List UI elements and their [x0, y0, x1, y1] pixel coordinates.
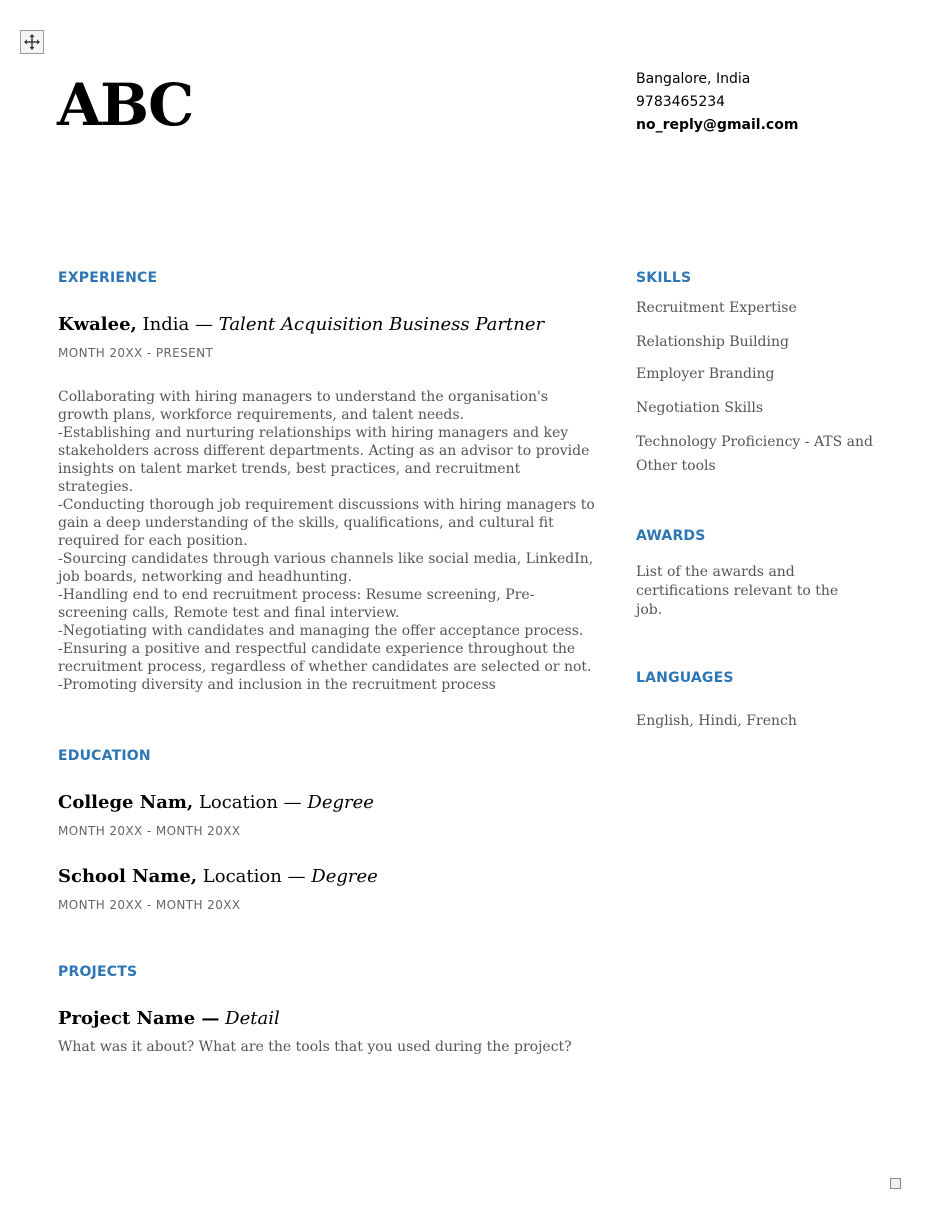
skill-item: Recruitment Expertise [636, 300, 797, 316]
education-heading: EDUCATION [58, 748, 151, 764]
project-name: Project Name — [58, 1008, 220, 1029]
experience-place: India — [142, 314, 213, 335]
experience-line: -Sourcing candidates through various channels like social media, LinkedIn, job boards, networking and headhunting. [58, 551, 594, 585]
education-degree: Degree [307, 792, 374, 813]
project-entry-title [58, 1008, 280, 1029]
education-location: Location — [198, 792, 302, 813]
experience-description [58, 388, 598, 694]
projects-heading: PROJECTS [58, 964, 138, 980]
awards-heading: AWARDS [636, 528, 706, 544]
education-school: School Name, [58, 866, 198, 887]
languages-heading: LANGUAGES [636, 670, 734, 686]
project-description: What was it about? What are the tools that you used during the project? [58, 1039, 572, 1055]
languages-text: English, Hindi, French [636, 713, 797, 729]
education-dates: MONTH 20XX - MONTH 20XX [58, 824, 241, 838]
education-entry-title [58, 792, 374, 813]
contact-block [636, 68, 798, 137]
education-school: College Nam, [58, 792, 194, 813]
education-dates: MONTH 20XX - MONTH 20XX [58, 898, 241, 912]
experience-line: -Establishing and nurturing relationships with hiring managers and key stakeholders across different departments. Acting as an advisor to provide insights on talent market trends, best practices, and recruitment strategies. [58, 425, 590, 495]
experience-line: -Conducting thorough job requirement discussions with hiring managers to gain a deep understanding of the skills, qualifications, and cultural fit required for each position. [58, 497, 595, 549]
skills-heading: SKILLS [636, 270, 692, 286]
contact-email: no_reply@gmail.com [636, 117, 799, 133]
skill-item: Technology Proficiency - ATS and Other tools [636, 434, 873, 474]
skill-item: Negotiation Skills [636, 400, 764, 416]
experience-entry-title [58, 314, 544, 335]
resize-handle[interactable] [890, 1178, 901, 1189]
experience-company: Kwalee, [58, 314, 137, 335]
skill-item: Relationship Building [636, 334, 789, 350]
move-icon [23, 33, 41, 51]
experience-role: Talent Acquisition Business Partner [218, 314, 545, 335]
awards-text: List of the awards and certifications relevant to the job. [636, 564, 839, 618]
experience-line: -Negotiating with candidates and managing the offer acceptance process. [58, 623, 584, 639]
contact-location: Bangalore, India [636, 71, 751, 87]
experience-line: -Promoting diversity and inclusion in the recruitment process [58, 677, 496, 693]
education-entry-title [58, 866, 378, 887]
resume-name: ABC [57, 71, 193, 139]
table-move-handle[interactable] [20, 30, 44, 54]
experience-line: -Handling end to end recruitment process: Resume screening, Pre-screening calls, Remote test and final interview. [58, 587, 535, 621]
experience-heading: EXPERIENCE [58, 270, 158, 286]
experience-line: Collaborating with hiring managers to understand the organisation's growth plans, workforce requirements, and talent needs. [58, 389, 549, 423]
education-degree: Degree [311, 866, 378, 887]
contact-phone: 9783465234 [636, 94, 726, 110]
skill-item: Employer Branding [636, 366, 775, 382]
experience-dates: MONTH 20XX - PRESENT [58, 346, 214, 360]
experience-line: -Ensuring a positive and respectful candidate experience throughout the recruitment process, regardless of whether candidates are selected or not. [58, 641, 592, 675]
education-location: Location — [202, 866, 306, 887]
project-detail: Detail [225, 1008, 280, 1029]
